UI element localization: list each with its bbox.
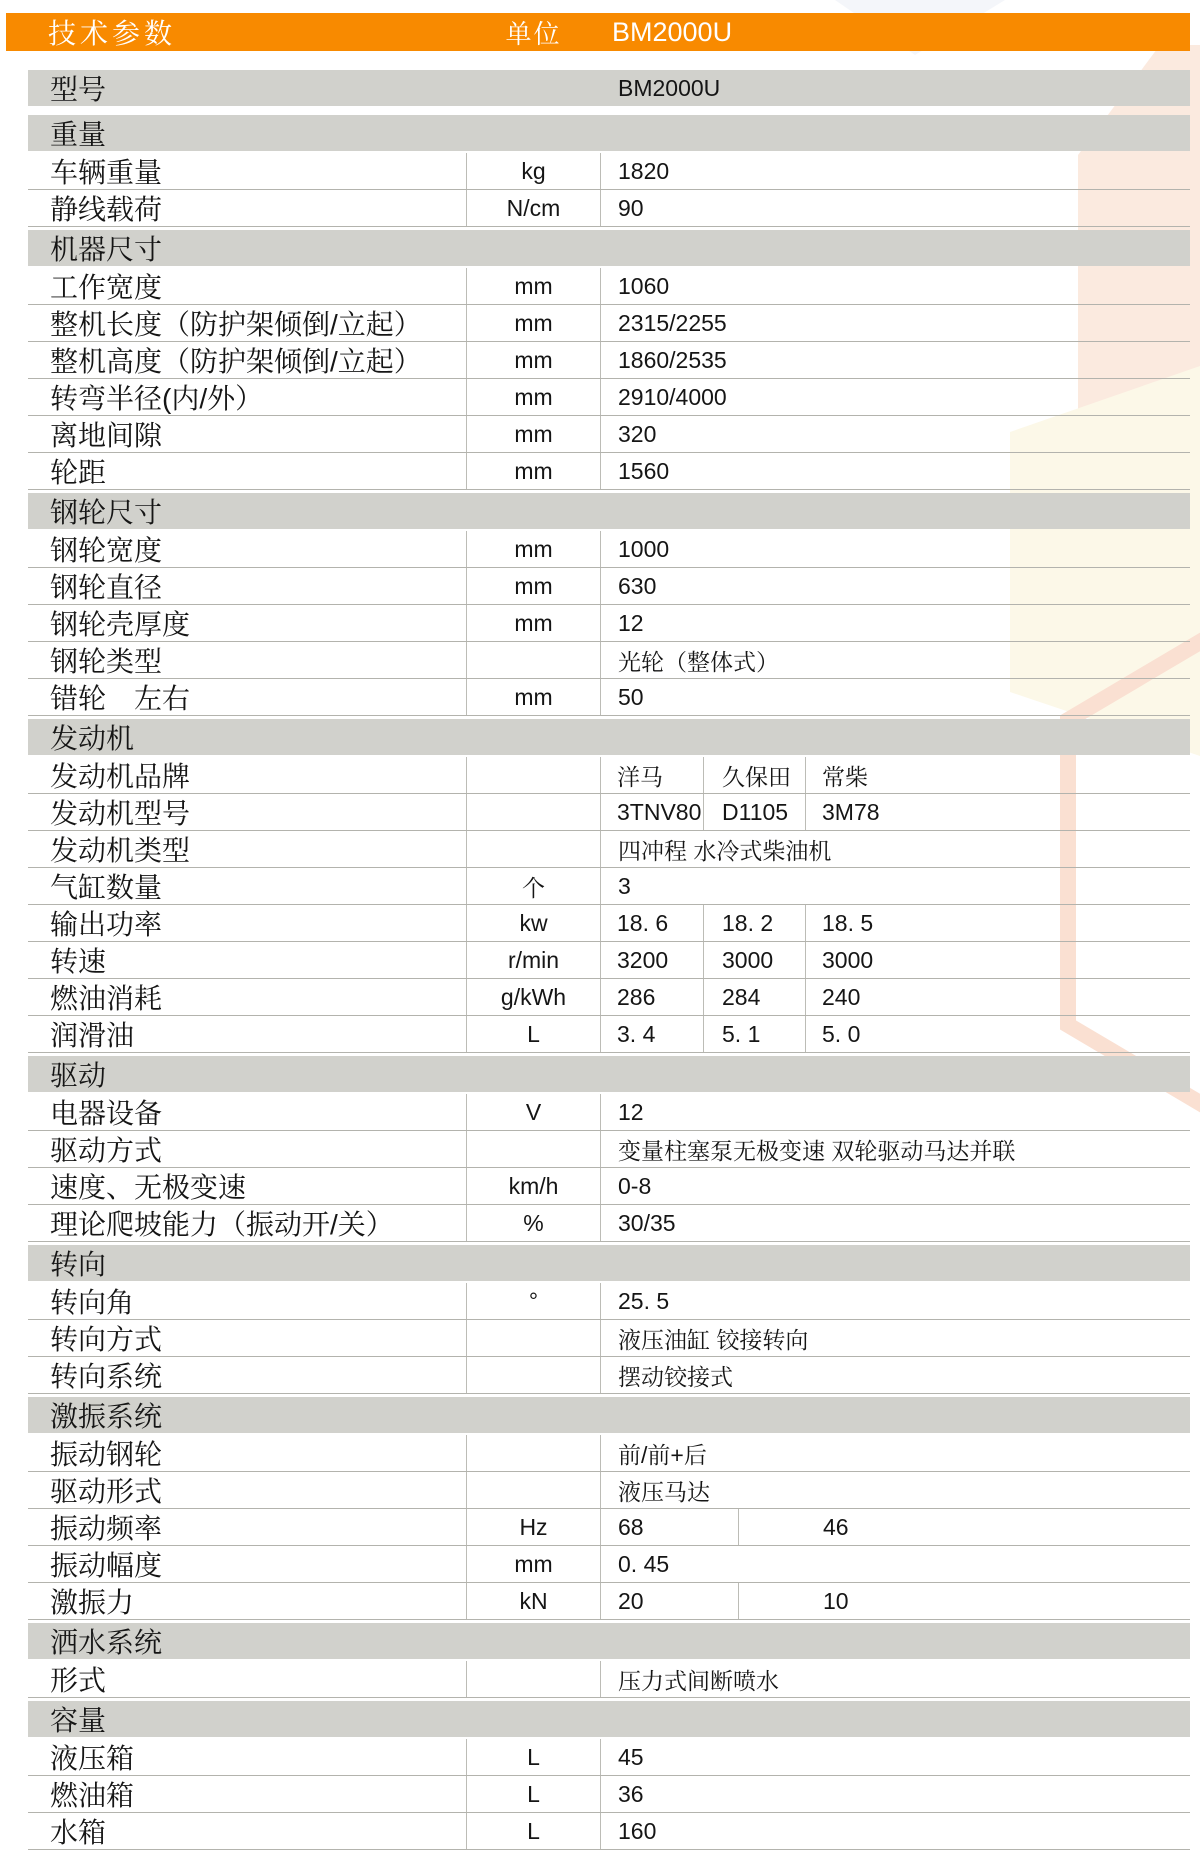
row-name: 水箱: [50, 1817, 107, 1848]
row-value-col: 洋马: [617, 763, 663, 790]
row-value-col: 10: [738, 1583, 1190, 1619]
row-name: 振动幅度: [50, 1550, 163, 1581]
row-value: BM2000U: [618, 74, 721, 101]
row-value: 液压马达: [618, 1478, 710, 1505]
row-values: [601, 531, 1190, 567]
row-name: 转向角: [50, 1287, 135, 1318]
row-unit: L: [466, 1776, 601, 1812]
row-values: [601, 1661, 1190, 1697]
row-unit: mm: [466, 305, 601, 341]
table-row: [28, 1357, 1190, 1394]
row-value: 0. 45: [618, 1550, 670, 1577]
row-values: [601, 1094, 1190, 1130]
row-value: 2315/2255: [618, 309, 727, 336]
table-row: [28, 1776, 1190, 1813]
row-values: [601, 342, 1190, 378]
table-row: [28, 794, 1190, 831]
table-row: [28, 1320, 1190, 1357]
row-name: 振动频率: [50, 1513, 163, 1544]
row-values: [601, 1283, 1190, 1319]
row-values: [601, 1776, 1190, 1812]
row-values: [601, 453, 1190, 489]
row-value: 1860/2535: [618, 346, 727, 373]
row-value: 36: [618, 1780, 644, 1807]
row-value: 四冲程 水冷式柴油机: [618, 837, 832, 864]
row-name: 发动机型号: [50, 798, 191, 829]
row-values: [601, 868, 1190, 904]
row-value: 630: [618, 572, 657, 599]
row-value-col: 3. 4: [617, 1020, 656, 1047]
row-unit: [466, 831, 601, 867]
row-value: 1820: [618, 157, 670, 184]
table-row: [28, 453, 1190, 490]
row-name: 电器设备: [50, 1098, 163, 1129]
row-values: [601, 568, 1190, 604]
row-values: [601, 794, 1190, 830]
row-unit: [466, 794, 601, 830]
row-values: [601, 1357, 1190, 1393]
row-unit: mm: [466, 605, 601, 641]
row-value: 压力式间断喷水: [618, 1667, 779, 1694]
row-value-col: 5. 1: [703, 1016, 805, 1052]
row-name: 整机长度（防护架倾倒/立起）: [50, 309, 422, 340]
row-value-col: 3M78: [805, 794, 1190, 830]
row-value-col: 3TNV80: [617, 798, 702, 825]
row-values: [601, 1509, 1190, 1545]
row-unit: [466, 1131, 601, 1167]
row-values: [601, 268, 1190, 304]
row-unit: 个: [466, 868, 601, 904]
row-values: [601, 642, 1190, 678]
row-values: [601, 1739, 1190, 1775]
row-name: 转向系统: [50, 1361, 163, 1392]
unit-column-header: 单位: [505, 18, 562, 49]
row-unit: kw: [466, 905, 601, 941]
row-name: 理论爬坡能力（振动开/关）: [50, 1209, 394, 1240]
table-row: [28, 416, 1190, 453]
table-row: [28, 1131, 1190, 1168]
row-value: 320: [618, 420, 657, 447]
table-row: [28, 605, 1190, 642]
table-row: [28, 979, 1190, 1016]
section-row: 驱动: [28, 1056, 1190, 1092]
row-unit: g/kWh: [466, 979, 601, 1015]
row-name: 润滑油: [50, 1020, 135, 1051]
table-row: [28, 1546, 1190, 1583]
row-value-col: 久保田: [703, 757, 805, 793]
row-name: 错轮 左右: [50, 683, 191, 714]
section-row: 洒水系统: [28, 1623, 1190, 1659]
row-values: [601, 1320, 1190, 1356]
row-value-col: 3200: [617, 946, 669, 973]
row-value-col: 46: [738, 1509, 1190, 1545]
page-title: 技术参数: [48, 18, 177, 49]
section-row: 转向: [28, 1245, 1190, 1281]
row-unit: [466, 1320, 601, 1356]
row-unit: mm: [466, 342, 601, 378]
row-value-col: 常柴: [805, 757, 1190, 793]
row-values: [601, 979, 1190, 1015]
row-values: [601, 831, 1190, 867]
table-row: [28, 679, 1190, 716]
row-name: 形式: [50, 1665, 107, 1696]
table-row: [28, 379, 1190, 416]
table-row: [28, 568, 1190, 605]
section-row: 容量: [28, 1701, 1190, 1737]
row-name: 车辆重量: [50, 157, 163, 188]
row-value: 前/前+后: [618, 1441, 707, 1468]
row-values: [601, 605, 1190, 641]
table-row: [28, 1094, 1190, 1131]
row-value: 2910/4000: [618, 383, 727, 410]
row-value: 光轮（整体式）: [618, 648, 779, 675]
row-value: 25. 5: [618, 1287, 670, 1314]
table-row: [28, 1205, 1190, 1242]
row-unit: kN: [466, 1583, 601, 1619]
row-unit: [466, 1661, 601, 1697]
row-value-col: 20: [618, 1587, 644, 1614]
row-unit: L: [466, 1016, 601, 1052]
row-value: 摆动铰接式: [618, 1363, 733, 1390]
row-unit: [466, 757, 601, 793]
row-value-col: 5. 0: [805, 1016, 1190, 1052]
table-row: [28, 942, 1190, 979]
section-row: 发动机: [28, 719, 1190, 755]
row-values: [601, 1168, 1190, 1204]
row-values: [601, 1583, 1190, 1619]
table-row: [28, 1168, 1190, 1205]
row-values: [601, 190, 1190, 226]
table-row: [28, 342, 1190, 379]
table-row: [28, 268, 1190, 305]
row-value: 变量柱塞泵无极变速 双轮驱动马达并联: [618, 1137, 1016, 1164]
table-row: [28, 531, 1190, 568]
row-value: 0-8: [618, 1172, 652, 1199]
table-row: [28, 1661, 1190, 1698]
row-value-col: 68: [618, 1513, 644, 1540]
row-value-col: 286: [617, 983, 656, 1010]
row-name: 钢轮壳厚度: [50, 609, 191, 640]
row-values: [601, 905, 1190, 941]
row-name: 速度、无极变速: [50, 1172, 247, 1203]
row-unit: [466, 1357, 601, 1393]
model-row: [28, 70, 1190, 106]
row-unit: mm: [466, 568, 601, 604]
row-values: [601, 1435, 1190, 1471]
row-unit: V: [466, 1094, 601, 1130]
row-name: 燃油箱: [50, 1780, 135, 1811]
row-values: [601, 757, 1190, 793]
table-row: [28, 1283, 1190, 1320]
row-unit: L: [466, 1739, 601, 1775]
row-name: 液压箱: [50, 1743, 135, 1774]
model-column-header: BM2000U: [612, 16, 733, 47]
table-row: [28, 757, 1190, 794]
row-unit: r/min: [466, 942, 601, 978]
row-name: 整机高度（防护架倾倒/立起）: [50, 346, 422, 377]
row-value: 1000: [618, 535, 670, 562]
row-name: 转弯半径(内/外）: [50, 383, 264, 414]
row-name: 激振力: [50, 1587, 135, 1618]
row-value-col: 240: [805, 979, 1190, 1015]
row-name: 静线载荷: [50, 194, 163, 225]
table-row: [28, 642, 1190, 679]
row-value-col: 3000: [703, 942, 805, 978]
row-values: [601, 679, 1190, 715]
section-row: 重量: [28, 115, 1190, 151]
row-unit: N/cm: [466, 190, 601, 226]
table-row: [28, 153, 1190, 190]
table-row: [28, 190, 1190, 227]
row-value: 30/35: [618, 1209, 676, 1236]
row-values: [601, 1472, 1190, 1508]
row-value: 12: [618, 1098, 644, 1125]
row-unit: mm: [466, 1546, 601, 1582]
row-value: 液压油缸 铰接转向: [618, 1326, 809, 1353]
row-values: [601, 416, 1190, 452]
row-unit: [466, 1472, 601, 1508]
table-row: [28, 905, 1190, 942]
row-value-col: 18. 5: [805, 905, 1190, 941]
row-name: 钢轮直径: [50, 572, 163, 603]
row-unit: mm: [466, 531, 601, 567]
row-values: [601, 1546, 1190, 1582]
row-values: [601, 942, 1190, 978]
row-values: [601, 1205, 1190, 1241]
table-row: [28, 1813, 1190, 1850]
row-unit: mm: [466, 679, 601, 715]
row-unit: [466, 70, 601, 106]
table-row: [28, 868, 1190, 905]
row-value: 1060: [618, 272, 670, 299]
row-unit: [466, 642, 601, 678]
row-name: 驱动形式: [50, 1476, 163, 1507]
row-name: 转向方式: [50, 1324, 163, 1355]
table-header-bar: [6, 13, 1190, 51]
row-value-col: D1105: [703, 794, 805, 830]
table-row: [28, 1016, 1190, 1053]
row-unit: mm: [466, 453, 601, 489]
row-unit: °: [466, 1283, 601, 1319]
table-row: [28, 1509, 1190, 1546]
table-row: [28, 305, 1190, 342]
row-values: [601, 379, 1190, 415]
row-values: [601, 305, 1190, 341]
row-name: 输出功率: [50, 909, 163, 940]
row-values: [601, 1016, 1190, 1052]
row-unit: km/h: [466, 1168, 601, 1204]
row-values: [601, 1131, 1190, 1167]
row-value-col: 18. 2: [703, 905, 805, 941]
row-name: 工作宽度: [50, 272, 163, 303]
row-name: 转速: [50, 946, 107, 977]
row-unit: L: [466, 1813, 601, 1849]
section-row: 激振系统: [28, 1397, 1190, 1433]
row-name: 燃油消耗: [50, 983, 163, 1014]
spec-table-rows: [28, 70, 1190, 1850]
row-unit: mm: [466, 416, 601, 452]
row-name: 钢轮类型: [50, 646, 163, 677]
row-value-col: 3000: [805, 942, 1190, 978]
row-unit: Hz: [466, 1509, 601, 1545]
row-value: 50: [618, 683, 644, 710]
table-row: [28, 831, 1190, 868]
row-name: 气缸数量: [50, 872, 163, 903]
row-value: 3: [618, 872, 631, 899]
row-name: 振动钢轮: [50, 1439, 163, 1470]
row-unit: [466, 1435, 601, 1471]
section-row: 机器尺寸: [28, 230, 1190, 266]
section-row: 钢轮尺寸: [28, 493, 1190, 529]
row-value: 12: [618, 609, 644, 636]
row-name: 驱动方式: [50, 1135, 163, 1166]
table-row: [28, 1583, 1190, 1620]
row-value: 90: [618, 194, 644, 221]
row-unit: %: [466, 1205, 601, 1241]
row-name: 离地间隙: [50, 420, 163, 451]
row-value: 45: [618, 1743, 644, 1770]
row-unit: kg: [466, 153, 601, 189]
row-name: 发动机类型: [50, 835, 191, 866]
row-value-col: 18. 6: [617, 909, 669, 936]
row-unit: mm: [466, 379, 601, 415]
row-unit: mm: [466, 268, 601, 304]
row-value: 160: [618, 1817, 657, 1844]
row-values: [601, 153, 1190, 189]
table-row: [28, 1739, 1190, 1776]
row-values: [601, 70, 1190, 106]
row-name: 型号: [50, 74, 107, 105]
table-row: [28, 1435, 1190, 1472]
row-name: 钢轮宽度: [50, 535, 163, 566]
row-name: 轮距: [50, 457, 107, 488]
row-name: 发动机品牌: [50, 761, 191, 792]
row-value: 1560: [618, 457, 670, 484]
row-values: [601, 1813, 1190, 1849]
row-value-col: 284: [703, 979, 805, 1015]
table-row: [28, 1472, 1190, 1509]
